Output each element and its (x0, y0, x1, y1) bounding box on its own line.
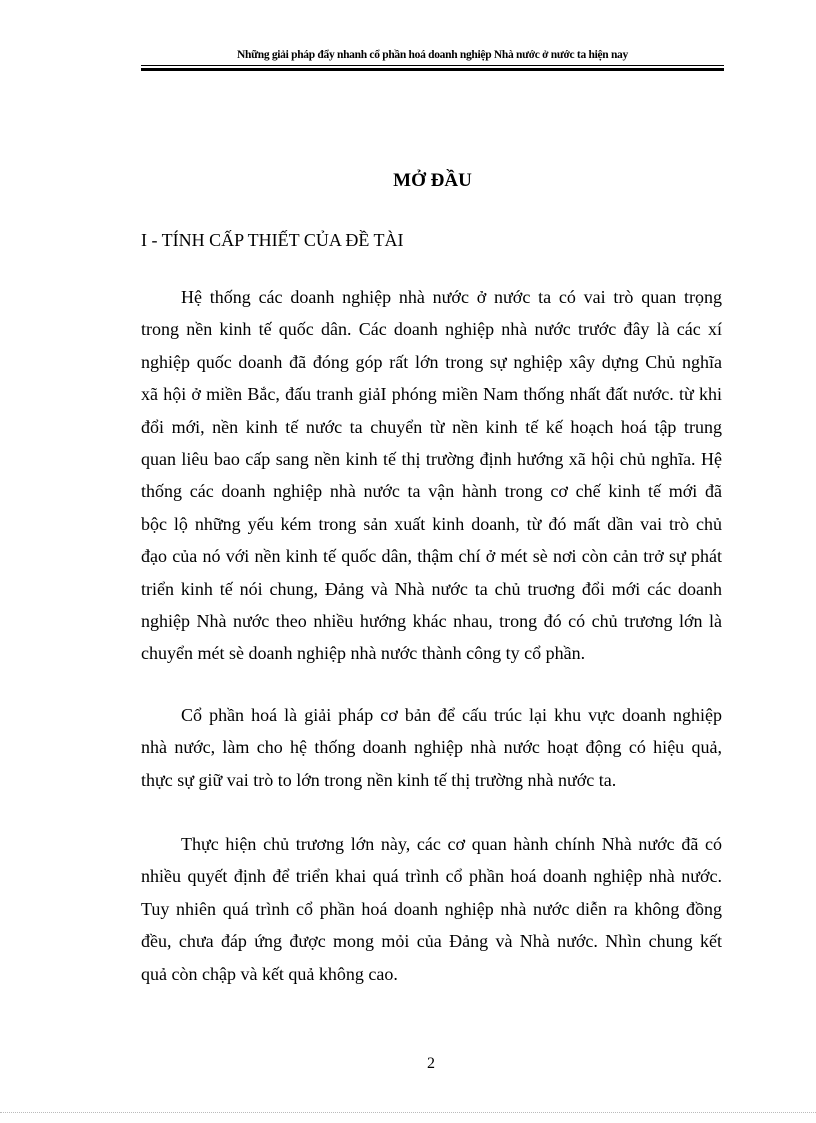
text-line: thống các doanh nghiệp nhà nước ta vận hành trong cơ chế kinh tế mới đã (141, 481, 722, 502)
section-heading: I - TÍNH CẤP THIẾT CỦA ĐỀ TÀI (141, 230, 404, 250)
text-line: nhiều quyết định để triển khai quá trình cổ phần hoá doanh nghiệp nhà nước. (141, 866, 722, 887)
text-line: triển kinh tế nói chung, Đảng và Nhà nước ta chủ truơng đổi mới các doanh (141, 578, 722, 599)
running-header: Những giải pháp đẩy nhanh cổ phần hoá doanh nghiệp Nhà nước ở nước ta hiện nay (237, 49, 628, 61)
page-title: MỞ ĐẦU (393, 170, 472, 191)
text-line: Cổ phần hoá là giải pháp cơ bản để cấu trúc lại khu vực doanh nghiệp (181, 705, 722, 725)
text-line: quả còn chập và kết quả không cao. (141, 963, 398, 984)
text-line: Thực hiện chủ trương lớn này, các cơ quan hành chính Nhà nước đã có (181, 834, 722, 854)
text-line: đổi mới, nền kinh tế nước ta chuyển từ nền kinh tế kế hoạch hoá tập trung (141, 416, 722, 437)
page-bottom-border (0, 1112, 816, 1113)
text-line: nghiệp quốc doanh đã đóng góp rất lớn trong sự nghiệp xây dựng Chủ nghĩa (141, 351, 722, 372)
text-line: trong nền kinh tế quốc dân. Các doanh nghiệp nhà nước trước đây là các xí (141, 319, 722, 340)
text-line: xã hội ở miền Bắc, đấu tranh giảI phóng miền Nam thống nhất đất nước. từ khi (141, 384, 722, 405)
text-line: nhà nước, làm cho hệ thống doanh nghiệp nhà nước hoạt động có hiệu quả, (141, 737, 722, 758)
paragraph-2 (141, 699, 722, 796)
text-line: đều, chưa đáp ứng được mong mỏi của Đảng và Nhà nước. Nhìn chung kết (141, 931, 722, 952)
text-line: Tuy nhiên quá trình cổ phần hoá doanh nghiệp nhà nước diễn ra không đồng (141, 898, 722, 919)
text-line: bộc lộ những yếu kém trong sản xuất kinh doanh, từ đó mất dần vai trò chủ (141, 513, 722, 534)
header-rule (141, 65, 724, 71)
paragraph-1 (141, 281, 722, 670)
text-line: đạo của nó với nền kinh tế quốc dân, thậm chí ở mét sè nơi còn cản trở sự phát (141, 546, 722, 567)
text-line: thực sự giữ vai trò to lớn trong nền kinh tế thị trường nhà nước ta. (141, 769, 617, 790)
paragraph-3 (141, 828, 722, 990)
text-line: Hệ thống các doanh nghiệp nhà nước ở nước ta có vai trò quan trọng (181, 287, 722, 307)
text-line: nghiệp Nhà nước theo nhiều hướng khác nhau, trong đó có chủ trương lớn là (141, 610, 722, 631)
text-line: quan liêu bao cấp sang nền kinh tế thị trường định hướng xã hội chủ nghĩa. Hệ (141, 448, 722, 469)
text-line: chuyển mét sè doanh nghiệp nhà nước thành công ty cổ phần. (141, 643, 586, 664)
page-number: 2 (427, 1055, 435, 1072)
